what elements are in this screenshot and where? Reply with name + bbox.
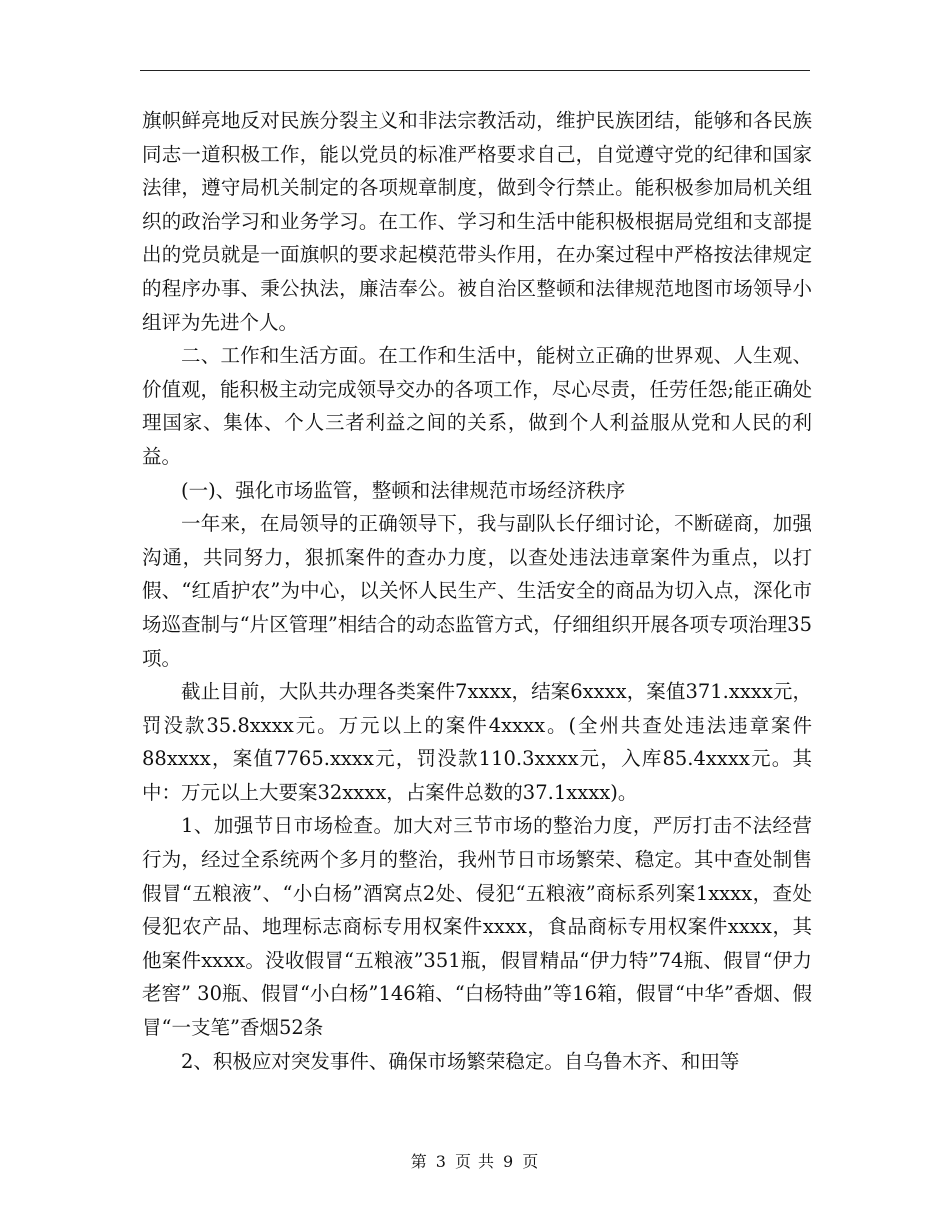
paragraph-7: 2、积极应对突发事件、确保市场繁荣稳定。自乌鲁木齐、和田等 [181,1049,740,1073]
footer-prefix: 第 [410,1152,428,1171]
footer-suffix: 页 [522,1152,540,1171]
document-body [142,104,812,1078]
paragraph-1: 旗帜鲜亮地反对民族分裂主义和非法宗教活动，维护民族团结，能够和各民族同志一道积极工作，能以党员的标准严格要求自己，自觉遵守党的纪律和国家法律，遵守局机关制定的各项规章制度，做到令行禁止。能积极参加局机关组织的政治学习和业务学习。在工作、学习和生活中能积极根据局党组和支部提出的党员就是一面旗帜的要求起模范带头作用，在办案过程中严格按法律规定的程序办事、秉公执法，廉洁奉公。被自治区整顿和法律规范地图市场领导小组评为先进个人。 [142,109,812,334]
paragraph-4: 一年来，在局领导的正确领导下，我与副队长仔细讨论，不断磋商，加强沟通，共同努力，狠抓案件的查办力度，以查处违法违章案件为重点，以打假、“红盾护农”为中心，以关怀人民生产、生活安全的商品为切入点，深化市场巡查制与“片区管理”相结合的动态监管方式，仔细组织开展各项专项治理35项。 [142,512,812,670]
page-footer [0,1149,950,1172]
header-rule [140,70,810,71]
paragraph-6: 1、加强节日市场检查。加大对三节市场的整治力度，严厉打击不法经营行为，经过全系统两个多月的整治，我州节日市场繁荣、稳定。其中查处制售假冒“五粮液”、“小白杨”酒窝点2处、侵犯“五粮液”商标系列案1xxxx，查处侵犯农产品、地理标志商标专用权案件xxxx，食品商标专用权案件xxxx，其他案件xxxx。没收假冒“五粮液”351瓶，假冒精品“伊力特”74瓶、假冒“伊力老窖” 30瓶、假冒“小白杨”146箱、“白杨特曲”等16箱，假冒“中华”香烟、假冒“一支笔”香烟52条 [142,814,812,1040]
footer-page-number: 3 [435,1152,447,1171]
paragraph-5: 截止目前，大队共办理各类案件7xxxx，结案6xxxx，案值371.xxxx元，罚没款35.8xxxx元。万元以上的案件4xxxx。(全州共查处违法违章案件88xxxx，案值7765.xxxx元，罚没款110.3xxxx元，入库85.4xxxx元。其中：万元以上大要案32xxxx，占案件总数的37.1xxxx)。 [142,680,812,804]
footer-middle: 页 共 [454,1152,496,1171]
section-heading: (一)、强化市场监管，整顿和法律规范市场经济秩序 [181,478,626,502]
paragraph-2: 二、工作和生活方面。在工作和生活中，能树立正确的世界观、人生观、价值观，能积极主动完成领导交办的各项工作，尽心尽责，任劳任怨;能正确处理国家、集体、个人三者利益之间的关系，做到个人利益服从党和人民的利益。 [142,344,812,468]
footer-total-pages: 9 [503,1152,515,1171]
